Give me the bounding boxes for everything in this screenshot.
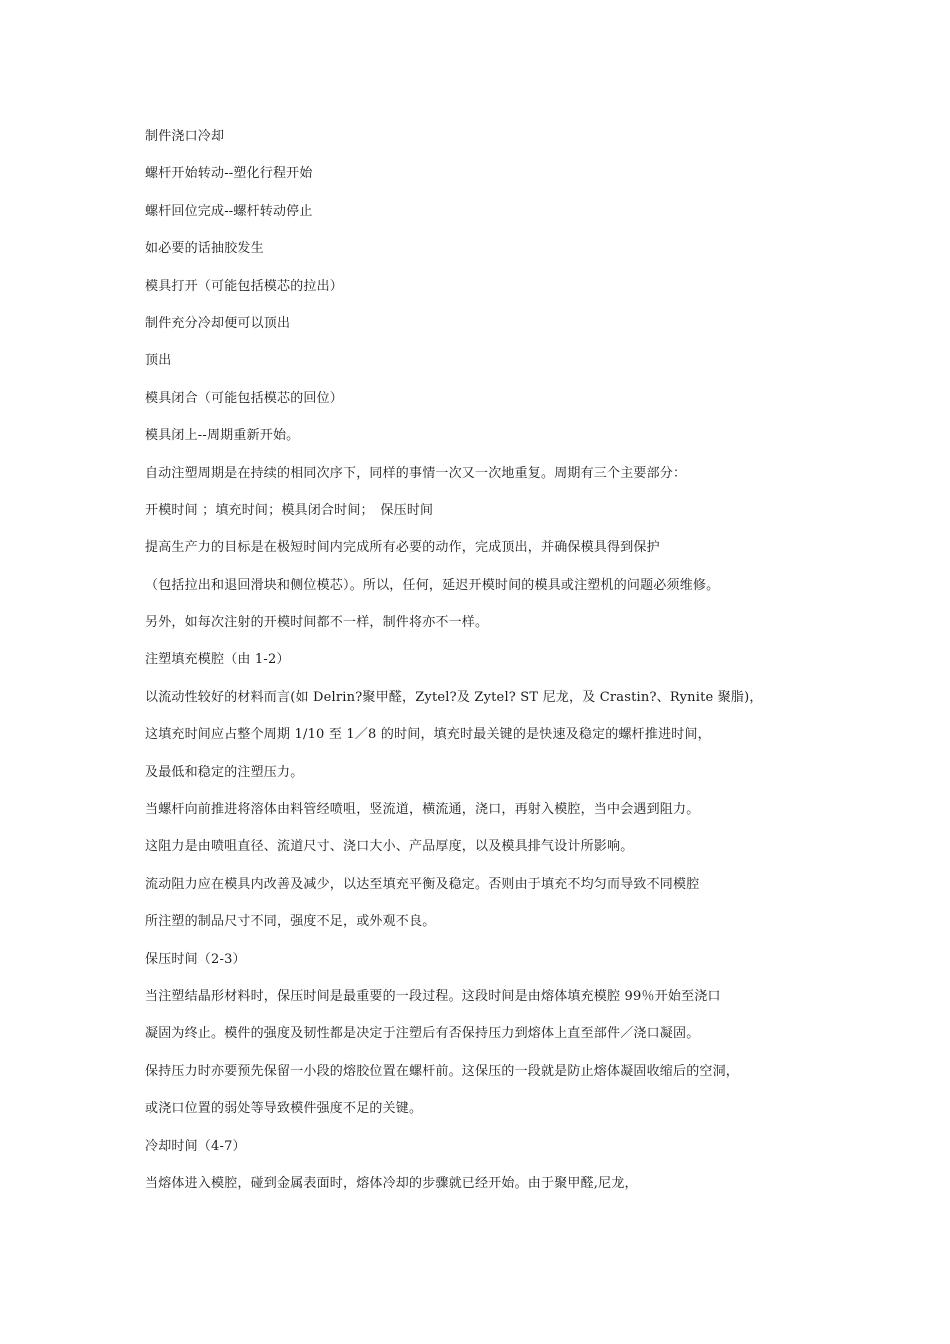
text-line: 以流动性较好的材料而言(如 Delrin?聚甲醛，Zytel?及 Zytel? ST 尼龙，及 Crastin?、Rynite 聚脂)，	[145, 689, 763, 705]
section-heading: 注塑填充模腔（由 1-2）	[145, 652, 290, 668]
text-line: 自动注塑周期是在持续的相同次序下，同样的事情一次又一次地重复。周期有三个主要部分：	[145, 465, 687, 481]
section-heading: 冷却时间（4-7）	[145, 1138, 246, 1154]
text-line: 螺杆开始转动--塑化行程开始	[145, 166, 313, 182]
text-line: （包括拉出和退回滑块和侧位模芯）。所以，任何，延迟开模时间的模具或注塑机的问题必须维修。	[145, 577, 720, 593]
text-line: 模具闭上--周期重新开始。	[145, 428, 300, 444]
text-line: 制件浇口冷却	[145, 129, 225, 144]
section-heading: 保压时间（2-3）	[145, 951, 246, 967]
text-line: 凝固为终止。模件的强度及韧性都是决定于注塑后有否保持压力到熔体上直至部件／浇口凝固。	[145, 1026, 700, 1042]
text-line: 保持压力时亦要预先保留一小段的熔胶位置在螺杆前。这保压的一段就是防止熔体凝固收缩后的空洞，	[145, 1063, 740, 1079]
text-line: 顶出	[145, 353, 172, 369]
text-line: 开模时间 ；填充时间；模具闭合时间； 保压时间	[145, 502, 434, 518]
text-line: 制件充分冷却便可以顶出	[145, 315, 291, 331]
text-line: 流动阻力应在模具内改善及减少，以达至填充平衡及稳定。否则由于填充不均匀而导致不同模腔	[145, 876, 700, 892]
text-line: 如必要的话抽胶发生	[145, 241, 264, 257]
text-line: 模具闭合（可能包括模芯的回位）	[145, 390, 344, 406]
text-line: 当熔体进入模腔，碰到金属表面时，熔体冷却的步骤就已经开始。由于聚甲醛,尼龙，	[145, 1175, 638, 1191]
text-line: 这填充时间应占整个周期 1/10 至 1／8 的时间，填充时最关键的是快速及稳定的螺杆推进时间，	[145, 727, 711, 743]
text-line: 提高生产力的目标是在极短时间内完成所有必要的动作，完成顶出，并确保模具得到保护	[145, 540, 660, 556]
text-line: 及最低和稳定的注塑压力。	[145, 764, 304, 780]
text-line: 模具打开（可能包括模芯的拉出）	[145, 278, 344, 294]
text-line: 螺杆回位完成--螺杆转动停止	[145, 203, 313, 219]
text-line: 所注塑的制品尺寸不同，强度不足，或外观不良。	[145, 914, 436, 930]
text-line: 当注塑结晶形材料时，保压时间是最重要的一段过程。这段时间是由熔体填充模腔 99％开始至浇口	[145, 988, 721, 1004]
document-body	[145, 126, 905, 1210]
text-line: 另外，如每次注射的开模时间都不一样，制件将亦不一样。	[145, 615, 489, 631]
text-line: 当螺杆向前推进将溶体由料管经喷咀，竖流道，横流通，浇口，再射入模腔，当中会遇到阻力。	[145, 802, 700, 818]
text-line: 这阻力是由喷咀直径、流道尺寸、浇口大小、产品厚度，以及模具排气设计所影响。	[145, 839, 634, 855]
text-line: 或浇口位置的弱处等导致模件强度不足的关键。	[145, 1101, 423, 1117]
